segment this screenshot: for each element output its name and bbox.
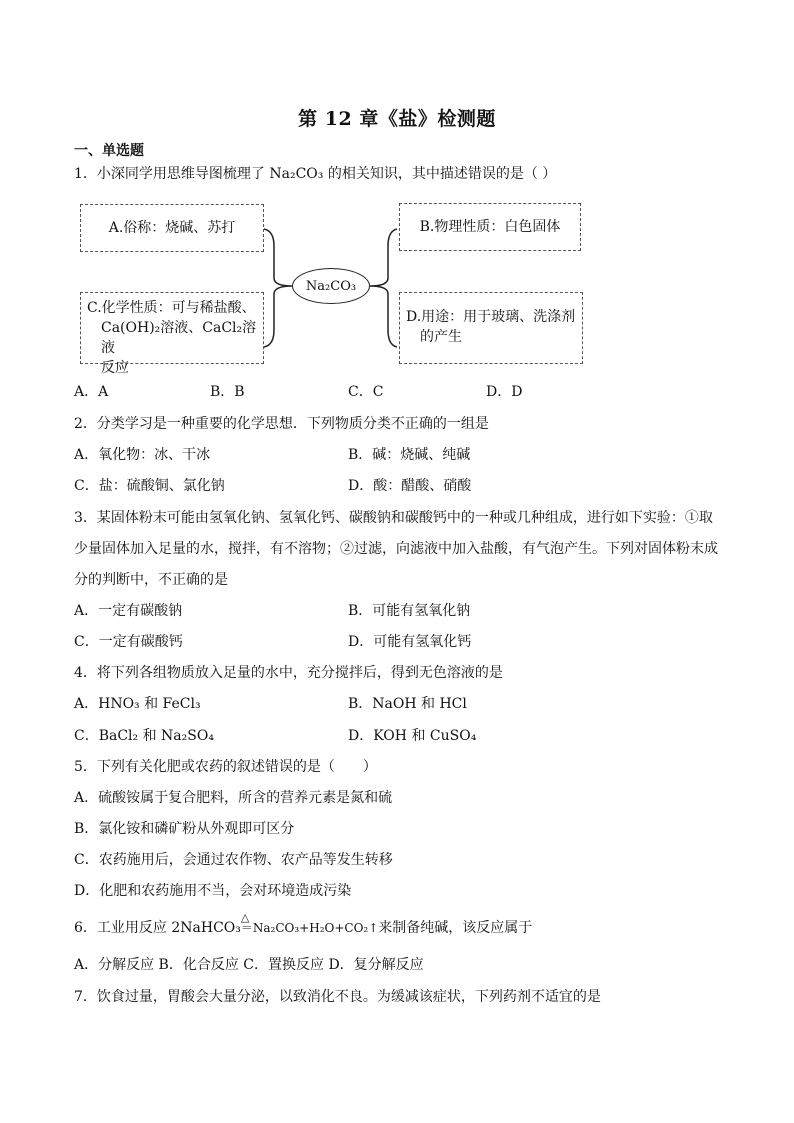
- q6-equation: [240, 911, 379, 938]
- q2-option-d: D．酸：醋酸、硝酸: [348, 478, 472, 494]
- question-3-stem-line-3: 分的判断中，不正确的是: [74, 572, 228, 588]
- q3-option-c: C．一定有碳酸钙: [74, 634, 183, 650]
- question-2-stem: 2．分类学习是一种重要的化学思想．下列物质分类不正确的一组是: [74, 416, 489, 432]
- q6-prefix: 6．工业用反应 2NaHCO₃: [74, 920, 241, 936]
- q4-option-a: A．HNO₃ 和 FeCl₃: [74, 696, 201, 712]
- center-label: Na₂CO₃: [305, 278, 357, 294]
- box-d-line-2: 的产生: [420, 329, 462, 345]
- q6-options: A．分解反应 B．化合反应 C．置换反应 D．复分解反应: [74, 957, 424, 973]
- mind-map-box-b: [399, 203, 581, 251]
- q3-option-a: A．一定有碳酸钠: [74, 603, 183, 619]
- box-c-line-2: Ca(OH)₂溶液、CaCl₂溶液: [101, 320, 257, 356]
- mind-map-center: [292, 268, 370, 304]
- q5-option-a: A．硫酸铵属于复合肥料，所含的营养元素是氮和硫: [74, 790, 393, 806]
- q6-delta: △: [240, 911, 250, 924]
- box-d-line-1: D.用途：用于玻璃、洗涤剂: [406, 309, 576, 325]
- section-heading: 一、单选题: [74, 143, 144, 159]
- q3-option-b: B．可能有氢氧化钠: [348, 603, 471, 619]
- question-4-stem: 4．将下列各组物质放入足量的水中，充分搅拌后，得到无色溶液的是: [74, 665, 503, 681]
- q6-suffix: 来制备纯碱，该反应属于: [378, 920, 533, 936]
- q1-option-d: D．D: [486, 384, 523, 400]
- q5-option-d: D．化肥和农药施用不当，会对环境造成污染: [74, 883, 352, 899]
- box-c-line-1: C.化学性质：可与稀盐酸、: [87, 300, 256, 316]
- q1-option-b: B．B: [210, 384, 245, 400]
- q2-option-c: C．盐：硫酸铜、氯化钠: [74, 478, 225, 494]
- question-1-stem: 1．小深同学用思维导图梳理了 Na₂CO₃ 的相关知识，其中描述错误的是（ ）: [74, 166, 557, 182]
- q4-option-c: C．BaCl₂ 和 Na₂SO₄: [74, 728, 214, 744]
- q1-option-a: A．A: [74, 384, 109, 400]
- question-6-stem: [74, 911, 533, 938]
- box-b-text: B.物理性质：白色固体: [419, 219, 561, 235]
- q6-equation-text: ＝Na₂CO₃+H₂O+CO₂↑: [240, 921, 379, 935]
- mind-map-box-a: [80, 204, 264, 252]
- right-brace: [370, 229, 397, 347]
- q4-option-b: B．NaOH 和 HCl: [348, 696, 467, 712]
- q2-option-b: B．碱：烧碱、纯碱: [348, 447, 471, 463]
- q4-option-d: D．KOH 和 CuSO₄: [348, 728, 477, 744]
- question-7-stem: 7．饮食过量，胃酸会大量分泌，以致消化不良。为缓减该症状，下列药剂不适宜的是: [74, 989, 601, 1005]
- q3-option-d: D．可能有氢氧化钙: [348, 634, 472, 650]
- question-5-stem: 5．下列有关化肥或农药的叙述错误的是（ ）: [74, 759, 377, 775]
- q1-option-c: C．C: [348, 384, 384, 400]
- question-3-stem-line-2: 少量固体加入足量的水，搅拌，有不溶物；②过滤，向滤液中加入盐酸，有气泡产生。下列对固体粉末成: [74, 541, 718, 557]
- left-brace: [264, 229, 292, 347]
- mind-map-box-d: [399, 292, 583, 364]
- page-title: 第 12 章《盐》检测题: [298, 108, 496, 130]
- q2-option-a: A．氧化物：冰、干冰: [74, 447, 211, 463]
- box-a-text: A.俗称：烧碱、苏打: [108, 220, 236, 236]
- question-3-stem-line-1: 3．某固体粉末可能由氢氧化钠、氢氧化钙、碳酸钠和碳酸钙中的一种或几种组成，进行如下实验：①取: [74, 510, 713, 526]
- box-c-line-3: 反应: [101, 360, 129, 376]
- q5-option-b: B．氯化铵和磷矿粉从外观即可区分: [74, 821, 295, 837]
- q5-option-c: C．农药施用后，会通过农作物、农产品等发生转移: [74, 852, 393, 868]
- mind-map-box-c: [80, 292, 264, 376]
